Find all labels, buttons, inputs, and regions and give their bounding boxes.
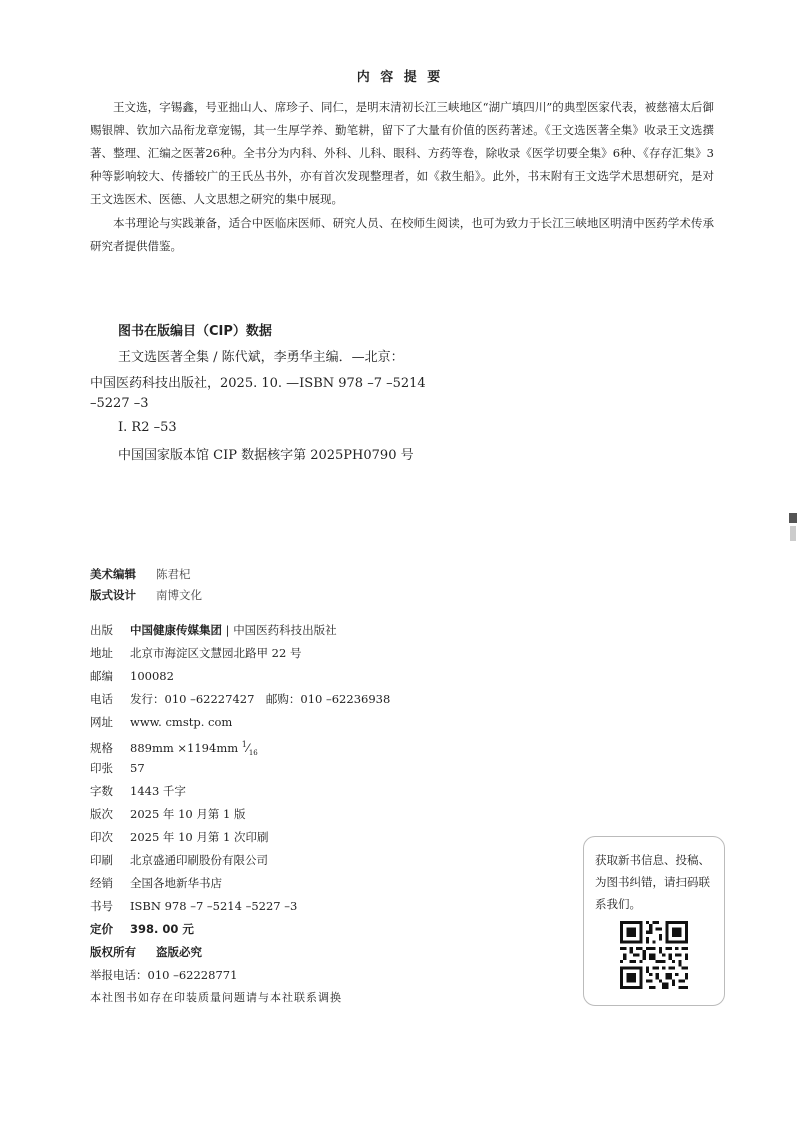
summary-paragraph-2: 本书理论与实践兼备，适合中医临床医师、研究人员、在校师生阅读，也可为致力于长江三峡地区明清中医药学术传承研究者提供借鉴。 <box>90 216 714 253</box>
qr-caption: 获取新书信息、投稿、为图书纠错，请扫码联系我们。 <box>595 853 710 911</box>
address-value: 北京市海淀区文慧园北路甲 22 号 <box>130 646 302 660</box>
phone-value: 发行：010 –62227427 邮购：010 –62236938 <box>130 692 391 706</box>
format-fraction-slash: ⁄ <box>246 740 249 755</box>
format-label: 规格 <box>90 740 113 755</box>
art-editor-value: 陈君杞 <box>156 567 191 581</box>
price-label: 定价 <box>90 922 113 936</box>
isbn-value: ISBN 978 –7 –5214 –5227 –3 <box>130 899 298 913</box>
publisher-group: 中国健康传媒集团 <box>130 623 222 637</box>
rights-row <box>90 942 202 962</box>
word-count-row <box>90 781 186 801</box>
isbn-row <box>90 896 297 916</box>
price-value: 398. 00 元 <box>130 922 194 936</box>
rights-value: 盗版必究 <box>156 945 202 959</box>
publisher-name: 中国医药科技出版社 <box>233 623 337 637</box>
layout-design-label: 版式设计 <box>90 588 136 602</box>
cip-title: 图书在版编目（CIP）数据 <box>118 324 272 339</box>
report-phone-value: 010 –62228771 <box>147 968 238 982</box>
phone-label: 电话 <box>90 692 113 706</box>
format-row <box>90 735 258 758</box>
printer-value: 北京盛通印刷股份有限公司 <box>130 853 268 867</box>
format-fraction-numerator: 1 <box>241 740 247 749</box>
printing-value: 2025 年 10 月第 1 次印刷 <box>130 830 269 844</box>
sheets-row <box>90 758 145 778</box>
website-label: 网址 <box>90 715 113 729</box>
edition-value: 2025 年 10 月第 1 版 <box>130 807 246 821</box>
qr-code-icon[interactable] <box>620 921 688 989</box>
printer-label: 印刷 <box>90 853 113 867</box>
publisher-separator: | <box>225 623 230 637</box>
summary-heading: 内 容 提 要 <box>356 70 444 85</box>
postcode-value: 100082 <box>130 669 174 683</box>
publisher-label: 出版 <box>90 623 113 637</box>
address-row <box>90 643 301 663</box>
side-tab-marker <box>789 513 797 543</box>
distributor-value: 全国各地新华书店 <box>130 876 222 890</box>
art-editor-row <box>90 564 191 584</box>
postcode-row <box>90 666 174 686</box>
report-phone-row <box>90 965 237 985</box>
cip-line-5: 中国国家版本馆 CIP 数据核字第 2025PH0790 号 <box>118 448 414 463</box>
website-row <box>90 712 232 732</box>
price-row <box>90 919 194 939</box>
printer-row <box>90 850 268 870</box>
address-label: 地址 <box>90 646 113 660</box>
isbn-label: 书号 <box>90 899 113 913</box>
edition-label: 版次 <box>90 807 113 821</box>
sheets-label: 印张 <box>90 761 113 775</box>
layout-design-value: 南博文化 <box>156 588 202 602</box>
word-count-label: 字数 <box>90 784 113 798</box>
quality-notice: 本社图书如存在印装质量问题请与本社联系调换 <box>90 991 342 1004</box>
edition-row <box>90 804 246 824</box>
postcode-label: 邮编 <box>90 669 113 683</box>
qr-contact-box <box>583 836 725 1006</box>
phone-row <box>90 689 390 709</box>
printing-row <box>90 827 269 847</box>
layout-design-row <box>90 585 202 605</box>
art-editor-label: 美术编辑 <box>90 567 136 581</box>
report-phone-label: 举报电话： <box>90 968 148 982</box>
rights-label: 版权所有 <box>90 945 136 959</box>
cip-line-1: 王文选医著全集 / 陈代斌，李勇华主编．—北京： <box>118 350 404 365</box>
publisher-row <box>90 620 337 640</box>
cip-line-2: 中国医药科技出版社，2025. 10. —ISBN 978 –7 –5214 <box>90 376 426 391</box>
cip-line-3: –5227 –3 <box>90 396 149 411</box>
format-value: 889mm ×1194mm <box>130 740 239 755</box>
summary-paragraph-1: 王文选，字锡鑫，号亚拙山人、席珍子、同仁，是明末清初长江三峡地区“湖广填四川”的典型医家代表，被慈禧太后御赐银牌、钦加六品衔龙章宠锡，其一生厚学养、勤笔耕，留下了大量有价值的医药著述。《王文选医著全集》收录王文选撰著、整理、汇编之医著26种。全书分为内科、外科、儿科、眼科、方药等卷，除收录《医学切要全集》6种、《存存汇集》3种等影响较大、传播较广的王氏丛书外，亦有首次发现整理者，如《救生船》。此外，书末附有王文选学术思想研究，是对王文选医术、医德、人文思想之研究的集中展现。 <box>90 100 714 206</box>
word-count-value: 1443 千字 <box>130 784 186 798</box>
printing-label: 印次 <box>90 830 113 844</box>
website-value: www. cmstp. com <box>130 715 233 729</box>
cip-line-4: Ⅰ. R2 –53 <box>118 420 177 435</box>
distributor-label: 经销 <box>90 876 113 890</box>
sheets-value: 57 <box>130 761 145 775</box>
format-fraction-denominator: 16 <box>248 749 258 758</box>
distributor-row <box>90 873 222 893</box>
